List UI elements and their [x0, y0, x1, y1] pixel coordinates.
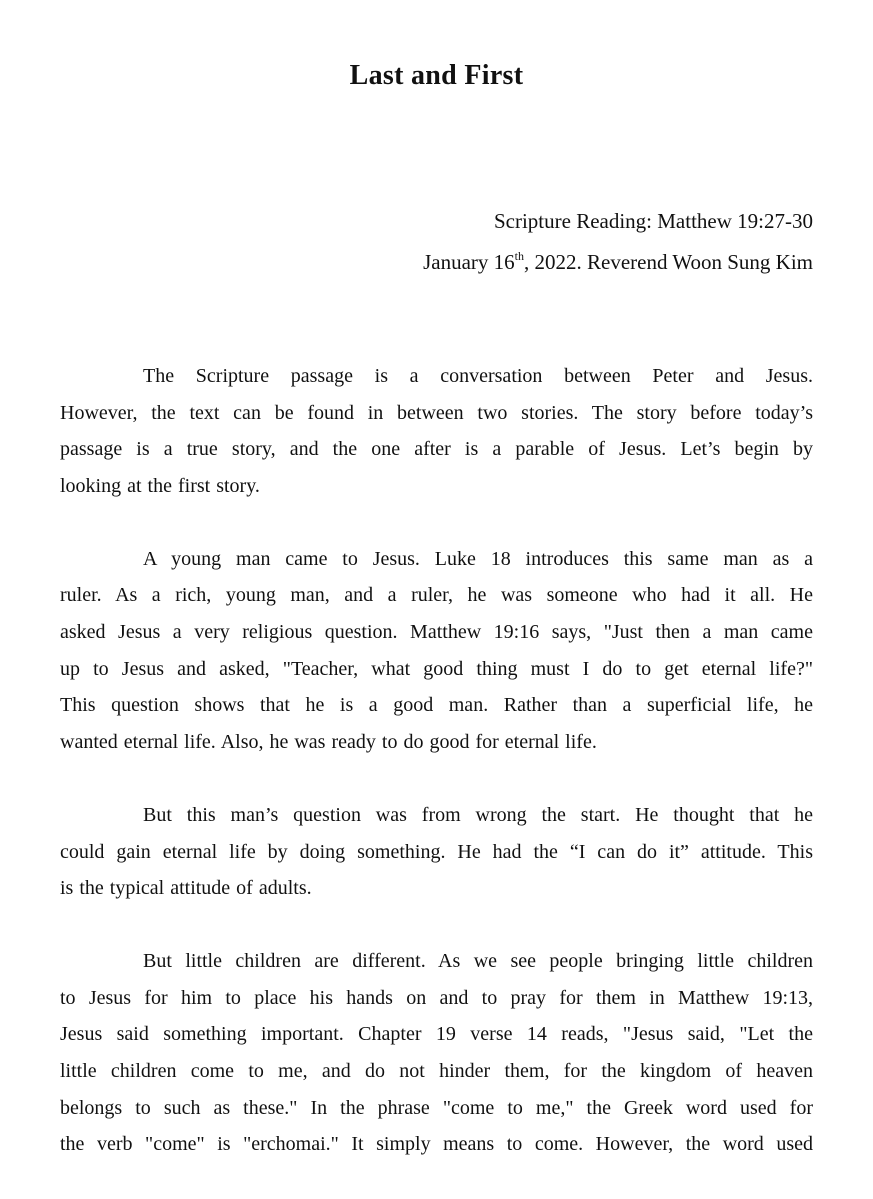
document-body: [60, 358, 813, 1199]
paragraph-4: [60, 943, 813, 1163]
document-title: Last and First: [349, 60, 524, 91]
paragraph-line: passage is a true story, and the one after is a parable of Jesus. Let’s begin by: [60, 438, 813, 461]
date-superscript: th: [514, 249, 524, 263]
paragraph-line: But this man’s question was from wrong the start. He thought that he: [143, 803, 813, 826]
paragraph-line: up to Jesus and asked, "Teacher, what good thing must I do to get eternal life?": [60, 657, 813, 680]
date-suffix: , 2022. Reverend Woon Sung Kim: [524, 250, 813, 274]
paragraph-line: But little children are different. As we see people bringing little children: [143, 950, 813, 973]
paragraph-line: However, the text can be found in between two stories. The story before today’s: [60, 401, 813, 424]
sermon-date-author: [423, 248, 813, 276]
paragraph-line: little children come to me, and do not hinder them, for the kingdom of heaven: [60, 1060, 813, 1082]
paragraph-line: belongs to such as these." In the phrase "come to me," the Greek word used for: [60, 1096, 813, 1119]
paragraph-line: A young man came to Jesus. Luke 18 introduces this same man as a: [143, 547, 813, 570]
paragraph-2: [60, 541, 813, 761]
paragraph-line: could gain eternal life by doing something. He had the “I can do it” attitude. This: [60, 840, 813, 863]
paragraph-3: [60, 797, 813, 907]
paragraph-line: ruler. As a rich, young man, and a ruler, he was someone who had it all. He: [60, 584, 813, 607]
paragraph-line: Jesus said something important. Chapter 19 verse 14 reads, "Jesus said, "Let the: [60, 1023, 813, 1046]
paragraph-line: wanted eternal life. Also, he was ready to do good for eternal life.: [60, 730, 597, 753]
paragraph-line: is the typical attitude of adults.: [60, 877, 312, 900]
paragraph-line: This question shows that he is a good man. Rather than a superficial life, he: [60, 694, 813, 717]
date-prefix: January 16: [423, 250, 515, 274]
scripture-reading: Scripture Reading: Matthew 19:27-30: [493, 209, 813, 233]
paragraph-line: looking at the first story.: [60, 474, 260, 497]
paragraph-1: [60, 358, 813, 504]
paragraph-line: The Scripture passage is a conversation between Peter and Jesus.: [143, 365, 813, 387]
paragraph-line: the verb "come" is "erchomai." It simply means to come. However, the word used: [60, 1133, 813, 1156]
paragraph-line: asked Jesus a very religious question. Matthew 19:16 says, "Just then a man came: [60, 621, 813, 644]
paragraph-line: to Jesus for him to place his hands on and to pray for them in Matthew 19:13,: [60, 986, 813, 1009]
